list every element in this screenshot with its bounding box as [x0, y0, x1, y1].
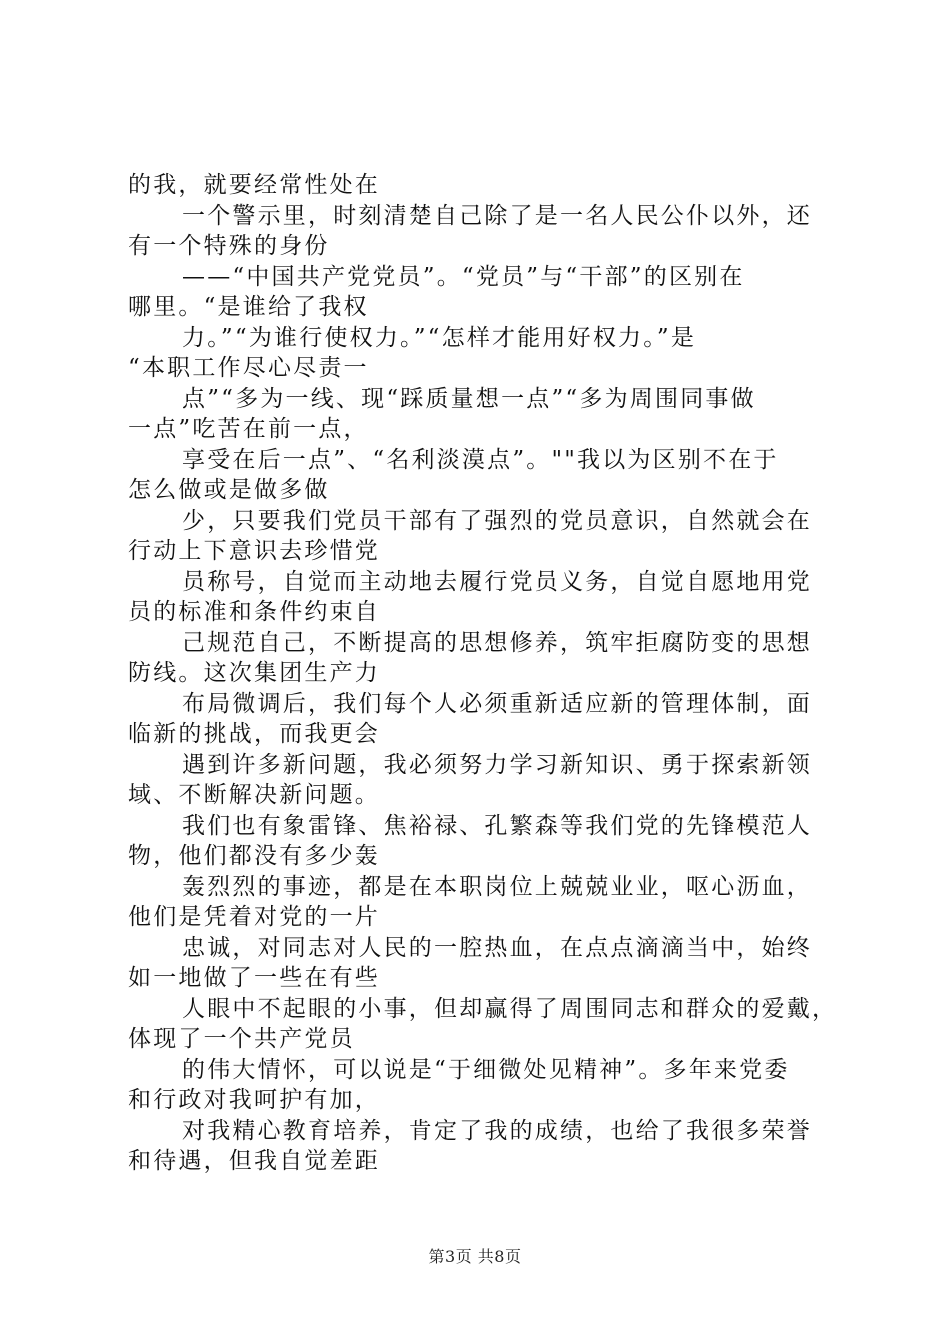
text-line: 享受在后一点”、“名利淡漠点”。""我以为区别不在于: [182, 446, 779, 473]
text-line: 遇到许多新问题，我必须努力学习新知识、勇于探索新领: [182, 751, 812, 778]
text-line: 少，只要我们党员干部有了强烈的党员意识，自然就会在: [182, 507, 812, 534]
text-line: 力。”“为谁行使权力。”“怎样才能用好权力。”是: [182, 324, 697, 351]
text-line: 有一个特殊的身份: [128, 233, 330, 259]
text-line: 我们也有象雷锋、焦裕禄、孔繁森等我们党的先锋模范人: [182, 812, 812, 839]
text-line: 如一地做了一些在有些: [128, 965, 380, 991]
text-line: “本职工作尽心尽责一: [128, 355, 369, 381]
text-line: 员的标准和条件约束自: [128, 599, 380, 625]
text-line: ——“中国共产党党员”。“党员”与“干部”的区别在: [182, 263, 745, 290]
text-line: 防线。这次集团生产力: [128, 660, 380, 686]
text-line: 轰烈烈的事迹，都是在本职岗位上兢兢业业，呕心沥血，: [182, 873, 812, 900]
page-number-footer: 第3页 共8页: [428, 1247, 522, 1266]
text-line: 和待遇，但我自觉差距: [128, 1148, 380, 1174]
text-line: 怎么做或是做多做: [128, 477, 330, 503]
text-line: 和行政对我呵护有加，: [128, 1087, 380, 1113]
text-line: 他们是凭着对党的一片: [128, 904, 380, 930]
text-line: 忠诚，对同志对人民的一腔热血，在点点滴滴当中，始终: [182, 934, 812, 961]
text-line: 域、不断解决新问题。: [128, 782, 380, 808]
text-line: 一个警示里，时刻清楚自己除了是一名人民公仆以外，还: [182, 202, 812, 229]
document-body: [128, 170, 838, 1177]
text-line: 员称号，自觉而主动地去履行党员义务，自觉自愿地用党: [182, 568, 812, 595]
text-line: 人眼中不起眼的小事，但却赢得了周围同志和群众的爱戴，: [182, 995, 838, 1022]
text-line: 的我，就要经常性处在: [128, 172, 380, 198]
text-line: 的伟大情怀，可以说是“于细微处见精神”。多年来党委: [182, 1056, 790, 1083]
text-line: 临新的挑战，而我更会: [128, 721, 380, 747]
text-line: 点”“多为一线、现“踩质量想一点”“多为周围同事做: [182, 385, 756, 412]
text-line: 体现了一个共产党员: [128, 1026, 355, 1052]
text-line: 行动上下意识去珍惜党: [128, 538, 380, 564]
text-line: 己规范自己，不断提高的思想修养，筑牢拒腐防变的思想: [182, 629, 812, 656]
text-line: 哪里。“是谁给了我权: [128, 294, 369, 320]
text-line: 物，他们都没有多少轰: [128, 843, 380, 869]
text-line: 对我精心教育培养，肯定了我的成绩，也给了我很多荣誉: [182, 1117, 812, 1144]
text-line: 一点”吃苦在前一点，: [128, 416, 369, 442]
text-line: 布局微调后，我们每个人必须重新适应新的管理体制，面: [182, 690, 812, 717]
